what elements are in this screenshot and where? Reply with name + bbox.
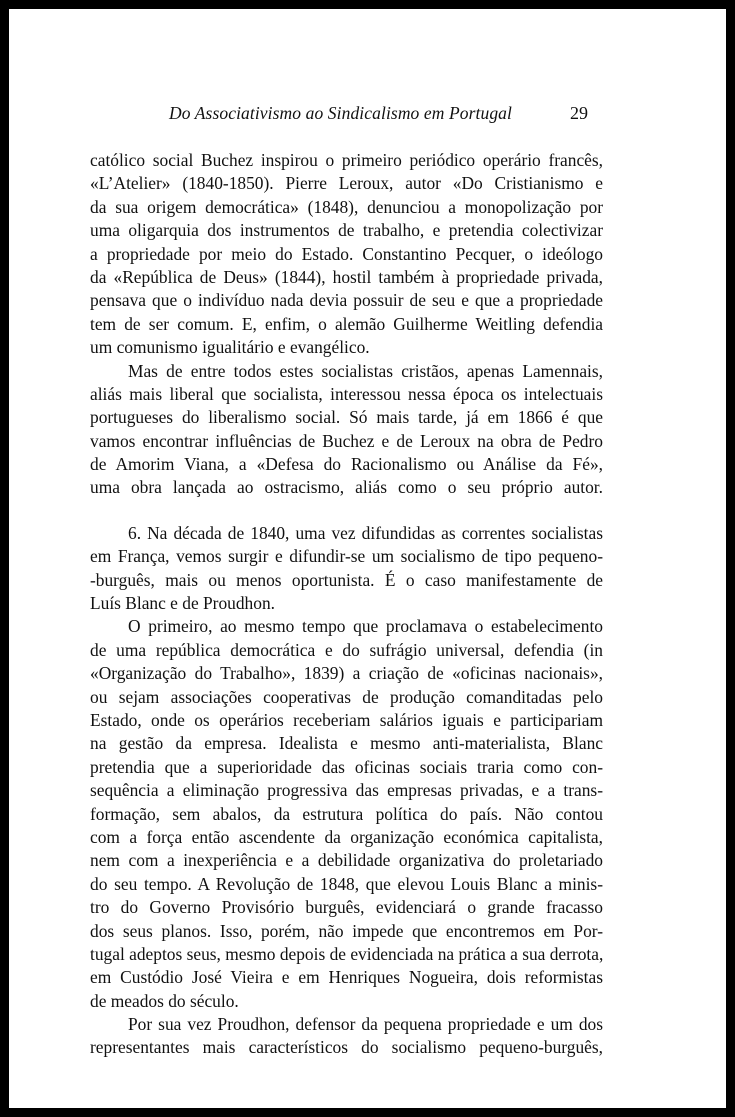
text-line: tugal adeptos seus, mesmo depois de evidenciada na prática a sua derrota, <box>90 943 604 964</box>
paragraph <box>90 615 603 1013</box>
paragraph <box>90 1013 603 1060</box>
text-line: de uma república democrática e do sufrágio universal, defendia (in <box>90 639 603 660</box>
paragraph <box>90 360 603 500</box>
text-line: em França, vemos surgir e difundir-se um socialismo de tipo pequeno- <box>90 546 603 567</box>
page-number: 29 <box>570 103 588 123</box>
text-line: -burguês, mais ou menos oportunista. É o caso manifestamente de <box>90 569 603 590</box>
text-line: Luís Blanc e de Proudhon. <box>90 593 275 614</box>
running-title: Do Associativismo ao Sindicalismo em Portugal <box>169 103 512 123</box>
text-line: de Amorim Viana, a «Defesa do Racionalismo ou Análise da Fé», <box>90 454 603 475</box>
text-line: «L’Atelier» (1840-1850). Pierre Leroux, autor «Do Cristianismo e <box>90 173 603 194</box>
text-line: pensava que o indivíduo nada devia possuir de seu e que a propriedade <box>90 290 603 311</box>
text-line: nem com a inexperiência e a debilidade organizativa do proletariado <box>90 850 603 871</box>
text-line: tem de ser comum. E, enfim, o alemão Guilherme Weitling defendia <box>90 313 603 334</box>
text-line: ou sejam associações cooperativas de produção comanditadas pelo <box>90 686 603 707</box>
text-line: Estado, onde os operários receberiam salários iguais e participariam <box>90 709 603 730</box>
text-line: portugueses do liberalismo social. Só mais tarde, já em 1866 é que <box>90 407 603 428</box>
text-line: da «República de Deus» (1844), hostil também à propriedade privada, <box>90 266 603 287</box>
text-line: 6. Na década de 1840, uma vez difundidas as correntes socialistas <box>128 522 603 543</box>
text-line: O primeiro, ao mesmo tempo que proclamava o estabelecimento <box>128 616 603 637</box>
text-line: «Organização do Trabalho», 1839) a criação de «oficinas nacionais», <box>90 663 603 684</box>
text-line: a propriedade por meio do Estado. Constantino Pecquer, o ideólogo <box>90 243 603 264</box>
text-line: com a força então ascendente da organização económica capitalista, <box>90 826 603 847</box>
paragraph <box>90 149 603 360</box>
text-line: pretendia que a superioridade das oficinas sociais traria como con- <box>90 756 603 777</box>
text-line: uma oligarquia dos instrumentos de trabalho, e pretendia colectivizar <box>90 220 603 241</box>
text-line: representantes mais característicos do socialismo pequeno-burguês, <box>90 1037 603 1058</box>
text-line: uma obra lançada ao ostracismo, aliás como o seu próprio autor. <box>90 477 603 498</box>
body-text <box>90 149 603 1060</box>
text-line: na gestão da empresa. Idealista e mesmo anti-materialista, Blanc <box>90 733 603 754</box>
text-line: Mas de entre todos estes socialistas cristãos, apenas Lamennais, <box>128 360 603 381</box>
text-line: dos seus planos. Isso, porém, não impede que encontremos em Por- <box>90 920 603 941</box>
text-line: de meados do século. <box>90 990 239 1011</box>
text-line: tro do Governo Provisório burguês, evidenciará o grande fracasso <box>90 897 603 918</box>
text-line: aliás mais liberal que socialista, interessou nessa época os intelectuais <box>90 383 603 404</box>
text-line: vamos encontrar influências de Buchez e de Leroux na obra de Pedro <box>90 430 603 451</box>
text-line: sequência a eliminação progressiva das empresas privadas, e a trans- <box>90 780 603 801</box>
text-line: Por sua vez Proudhon, defensor da pequena propriedade e um dos <box>128 1014 603 1035</box>
text-line: um comunismo igualitário e evangélico. <box>90 337 370 358</box>
text-line: do seu tempo. A Revolução de 1848, que elevou Louis Blanc a minis- <box>90 873 603 894</box>
section-gap <box>90 500 603 522</box>
text-line: católico social Buchez inspirou o primeiro periódico operário francês, <box>90 150 603 170</box>
text-line: formação, sem abalos, da estrutura política do país. Não contou <box>90 803 603 824</box>
paragraph <box>90 522 603 616</box>
text-line: em Custódio José Vieira e em Henriques Nogueira, dois reformistas <box>90 967 603 988</box>
text-line: da sua origem democrática» (1848), denunciou a monopolização por <box>90 196 603 217</box>
